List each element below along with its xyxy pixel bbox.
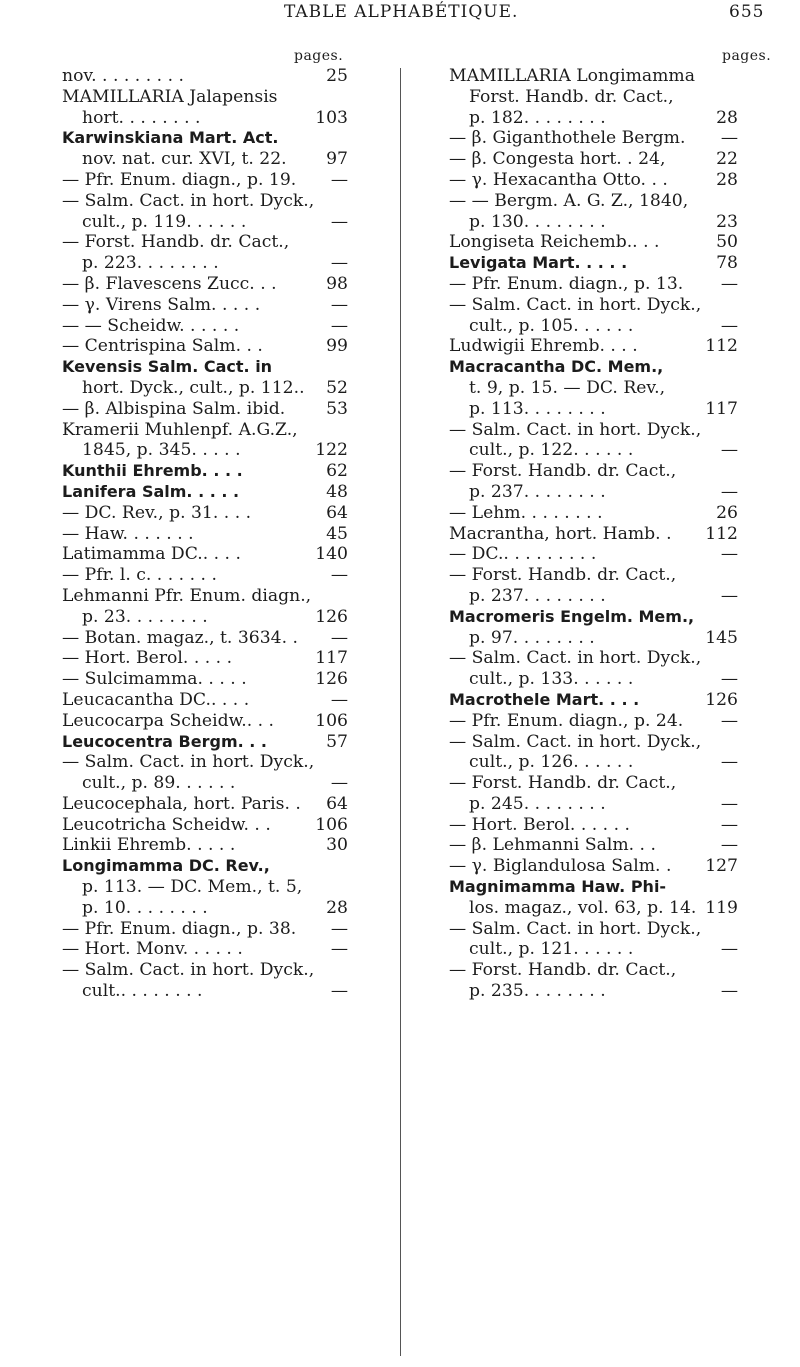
entry-page-number: — <box>720 669 738 690</box>
entry-page-number: 26 <box>716 502 738 523</box>
entry-text: Leucocarpa Scheidw.. . . <box>62 710 275 731</box>
index-entry <box>62 232 348 253</box>
entry-page-number: 28 <box>326 897 348 918</box>
entry-text: — Salm. Cact. in hort. Dyck., <box>449 419 702 440</box>
index-entry <box>449 461 738 482</box>
running-head <box>0 2 800 26</box>
entry-page-number: — <box>330 294 348 315</box>
entry-page-number: 126 <box>315 669 348 690</box>
right-column-pages-heading: pages. <box>722 48 772 64</box>
entry-page-number: 48 <box>326 481 348 502</box>
entry-text: — DC. Rev., p. 31. . . . <box>62 502 252 523</box>
entry-text: — Sulcimamma. . . . . <box>62 669 247 690</box>
index-entry <box>62 960 348 981</box>
index-entry <box>62 357 348 378</box>
entry-page-number: — <box>330 627 348 648</box>
entry-text: Forst. Handb. dr. Cact., <box>469 86 674 107</box>
entry-text: Leucocentra Bergm. . . <box>62 731 267 751</box>
entry-text: Karwinskiana Mart. Act. <box>62 128 279 148</box>
entry-page-number: 57 <box>326 731 348 752</box>
index-entry <box>449 87 738 108</box>
index-entry <box>62 856 348 877</box>
index-entry <box>449 981 738 1002</box>
index-entry <box>449 316 738 337</box>
index-entry <box>449 399 738 420</box>
index-entry <box>449 919 738 940</box>
index-entry <box>62 440 348 461</box>
entry-text: Kunthii Ehremb. . . . <box>62 461 243 481</box>
entry-text: Linkii Ehremb. . . . . <box>62 835 236 856</box>
index-entry <box>62 378 348 399</box>
entry-text: Leucotricha Scheidw. . . <box>62 814 271 835</box>
entry-page-number: — <box>720 440 738 461</box>
entry-text: cult., p. 119. . . . . . <box>82 211 247 232</box>
index-entry <box>62 586 348 607</box>
entry-text: Ludwigii Ehremb. . . . <box>449 336 638 357</box>
entry-text: hort. . . . . . . . <box>82 107 201 128</box>
entry-text: — γ. Virens Salm. . . . . <box>62 294 261 315</box>
left-index-column <box>62 66 348 1002</box>
entry-text: cult., p. 105. . . . . . <box>469 315 634 336</box>
index-entry <box>449 274 738 295</box>
index-entry <box>449 960 738 981</box>
index-entry <box>449 565 738 586</box>
index-entry <box>62 981 348 1002</box>
index-entry <box>62 898 348 919</box>
index-entry <box>62 877 348 898</box>
index-entry <box>449 212 738 233</box>
index-entry <box>62 87 348 108</box>
entry-page-number: 62 <box>326 461 348 482</box>
index-entry <box>449 877 738 898</box>
index-entry <box>449 898 738 919</box>
entry-text: — Pfr. Enum. diagn., p. 19. <box>62 169 297 190</box>
index-entry <box>62 939 348 960</box>
entry-text: p. 237. . . . . . . . <box>469 585 606 606</box>
entry-text: — Forst. Handb. dr. Cact., <box>449 461 677 482</box>
entry-text: Lanifera Salm. . . . . <box>62 481 240 501</box>
index-entry <box>62 295 348 316</box>
entry-page-number: 126 <box>315 606 348 627</box>
entry-page-number: 78 <box>716 253 738 274</box>
entry-text: Macromeris Engelm. Mem., <box>449 606 695 626</box>
index-entry <box>62 399 348 420</box>
entry-text: — Hort. Berol. . . . . <box>62 648 233 669</box>
entry-text: cult.. . . . . . . . <box>82 981 203 1002</box>
entry-text: Latimamma DC.. . . . <box>62 544 241 565</box>
entry-text: — β. Congesta hort. . 24, <box>449 149 666 170</box>
index-entry <box>449 815 738 836</box>
index-entry <box>449 295 738 316</box>
index-entry <box>62 66 348 87</box>
index-entry <box>449 378 738 399</box>
entry-page-number: — <box>720 315 738 336</box>
entry-page-number: 53 <box>326 398 348 419</box>
index-entry <box>449 108 738 129</box>
entry-page-number: 23 <box>716 211 738 232</box>
entry-text: p. 130. . . . . . . . <box>469 211 606 232</box>
entry-text: Levigata Mart. . . . . <box>449 253 628 273</box>
index-entry <box>449 336 738 357</box>
column-divider <box>400 68 401 1356</box>
index-entry <box>449 752 738 773</box>
entry-page-number: — <box>330 169 348 190</box>
entry-page-number: 106 <box>315 710 348 731</box>
entry-page-number: 122 <box>315 440 348 461</box>
entry-text: — Forst. Handb. dr. Cact., <box>449 773 677 794</box>
entry-page-number: 99 <box>326 336 348 357</box>
entry-text: p. 113. . . . . . . . <box>469 398 606 419</box>
index-entry <box>62 732 348 753</box>
index-entry <box>449 357 738 378</box>
index-entry <box>449 149 738 170</box>
entry-page-number: 50 <box>716 232 738 253</box>
entry-page-number: — <box>720 128 738 149</box>
entry-page-number: — <box>330 211 348 232</box>
index-entry <box>449 232 738 253</box>
entry-text: Kevensis Salm. Cact. in <box>62 357 273 377</box>
entry-page-number: 119 <box>705 897 738 918</box>
entry-text: — Forst. Handb. dr. Cact., <box>62 232 290 253</box>
entry-page-number: 112 <box>705 523 738 544</box>
index-entry <box>62 482 348 503</box>
entry-text: p. 237. . . . . . . . <box>469 481 606 502</box>
index-entry <box>62 794 348 815</box>
index-entry <box>62 524 348 545</box>
entry-page-number: 28 <box>716 107 738 128</box>
entry-page-number: 112 <box>705 336 738 357</box>
entry-text: cult., p. 121. . . . . . <box>469 939 634 960</box>
entry-text: — Pfr. Enum. diagn., p. 13. <box>449 273 684 294</box>
entry-text: MAMILLARIA Jalapensis <box>62 86 278 107</box>
index-entry <box>62 628 348 649</box>
entry-page-number: 64 <box>326 793 348 814</box>
index-entry <box>449 170 738 191</box>
entry-page-number: 45 <box>326 523 348 544</box>
entry-page-number: — <box>720 710 738 731</box>
index-entry <box>449 482 738 503</box>
entry-text: nov. nat. cur. XVI, t. 22. <box>82 149 287 170</box>
entry-text: Longimamma DC. Rev., <box>62 856 270 876</box>
entry-text: — Pfr. l. c. . . . . . . <box>62 565 217 586</box>
entry-text: t. 9, p. 15. — DC. Rev., <box>469 377 666 398</box>
entry-page-number: 127 <box>705 856 738 877</box>
index-entry <box>62 503 348 524</box>
entry-text: p. 23. . . . . . . . <box>82 606 208 627</box>
entry-text: p. 182. . . . . . . . <box>469 107 606 128</box>
entry-text: — Salm. Cact. in hort. Dyck., <box>62 960 315 981</box>
entry-page-number: 145 <box>705 627 738 648</box>
index-entry <box>62 108 348 129</box>
index-entry <box>62 544 348 565</box>
entry-page-number: — <box>720 814 738 835</box>
entry-text: Macrothele Mart. . . . <box>449 689 640 709</box>
entry-text: cult., p. 122. . . . . . <box>469 440 634 461</box>
entry-page-number: — <box>720 793 738 814</box>
index-entry <box>62 607 348 628</box>
index-entry <box>449 420 738 441</box>
entry-text: Leucocephala, hort. Paris. . <box>62 793 301 814</box>
index-entry <box>449 253 738 274</box>
entry-text: p. 113. — DC. Mem., t. 5, <box>82 877 303 898</box>
entry-text: 1845, p. 345. . . . . <box>82 440 241 461</box>
entry-page-number: — <box>330 315 348 336</box>
entry-page-number: — <box>720 544 738 565</box>
index-entry <box>62 212 348 233</box>
index-entry <box>449 732 738 753</box>
entry-text: — Salm. Cact. in hort. Dyck., <box>62 190 315 211</box>
entry-page-number: — <box>720 481 738 502</box>
entry-text: los. magaz., vol. 63, p. 14. <box>469 897 697 918</box>
index-entry <box>62 835 348 856</box>
entry-page-number: — <box>720 752 738 773</box>
entry-text: — Centrispina Salm. . . <box>62 336 263 357</box>
index-entry <box>449 939 738 960</box>
entry-text: — Salm. Cact. in hort. Dyck., <box>449 918 702 939</box>
entry-text: Longiseta Reichemb.. . . <box>449 232 660 253</box>
index-entry <box>62 773 348 794</box>
index-entry <box>449 544 738 565</box>
entry-text: — Salm. Cact. in hort. Dyck., <box>449 648 702 669</box>
entry-page-number: — <box>720 585 738 606</box>
index-entry <box>449 503 738 524</box>
index-entry <box>62 461 348 482</box>
page-title: TABLE ALPHABÉTIQUE. <box>284 2 519 22</box>
entry-page-number: 28 <box>716 169 738 190</box>
entry-page-number: 25 <box>326 66 348 86</box>
index-entry <box>62 170 348 191</box>
index-entry <box>449 607 738 628</box>
entry-text: — Pfr. Enum. diagn., p. 38. <box>62 918 297 939</box>
index-entry <box>62 336 348 357</box>
index-entry <box>449 773 738 794</box>
index-entry <box>62 648 348 669</box>
entry-text: cult., p. 126. . . . . . <box>469 752 634 773</box>
entry-text: — β. Albispina Salm. ibid. <box>62 398 286 419</box>
index-entry <box>449 128 738 149</box>
index-entry <box>449 690 738 711</box>
entry-text: — DC.. . . . . . . . . <box>449 544 597 565</box>
entry-text: p. 223. . . . . . . . <box>82 253 219 274</box>
index-entry <box>62 752 348 773</box>
entry-page-number: 117 <box>315 648 348 669</box>
entry-text: p. 245. . . . . . . . <box>469 793 606 814</box>
index-entry <box>449 669 738 690</box>
entry-page-number: — <box>330 689 348 710</box>
index-entry <box>62 253 348 274</box>
index-entry <box>449 856 738 877</box>
left-column-pages-heading: pages. <box>294 48 344 64</box>
entry-text: — Hort. Berol. . . . . . <box>449 814 630 835</box>
index-entry <box>449 524 738 545</box>
index-entry <box>62 669 348 690</box>
entry-text: — Salm. Cact. in hort. Dyck., <box>62 752 315 773</box>
entry-text: — Hort. Monv. . . . . . <box>62 939 243 960</box>
entry-page-number: 126 <box>705 689 738 710</box>
entry-text: — γ. Hexacantha Otto. . . <box>449 169 668 190</box>
entry-text: — Salm. Cact. in hort. Dyck., <box>449 731 702 752</box>
entry-text: — γ. Biglandulosa Salm. . <box>449 856 672 877</box>
index-entry <box>62 919 348 940</box>
entry-text: — β. Giganthothele Bergm. <box>449 128 686 149</box>
entry-text: — β. Lehmanni Salm. . . <box>449 835 656 856</box>
entry-page-number: 52 <box>326 377 348 398</box>
index-entry <box>62 128 348 149</box>
entry-page-number: — <box>330 918 348 939</box>
entry-page-number: — <box>330 939 348 960</box>
entry-text: — Haw. . . . . . . <box>62 523 194 544</box>
entry-text: — — Bergm. A. G. Z., 1840, <box>449 190 689 211</box>
entry-page-number: 103 <box>315 107 348 128</box>
entry-text: — — Scheidw. . . . . . <box>62 315 240 336</box>
index-entry <box>449 794 738 815</box>
entry-page-number: 22 <box>716 149 738 170</box>
entry-page-number: — <box>330 981 348 1002</box>
entry-page-number: 30 <box>326 835 348 856</box>
index-entry <box>449 648 738 669</box>
index-entry <box>62 420 348 441</box>
index-entry <box>449 440 738 461</box>
index-entry <box>62 274 348 295</box>
entry-text: p. 235. . . . . . . . <box>469 981 606 1002</box>
index-entry <box>62 565 348 586</box>
index-entry <box>62 191 348 212</box>
entry-page-number: 117 <box>705 398 738 419</box>
page-number: 655 <box>729 2 765 22</box>
entry-page-number: — <box>720 981 738 1002</box>
entry-text: nov. . . . . . . . . <box>62 66 184 86</box>
entry-text: cult., p. 133. . . . . . <box>469 669 634 690</box>
entry-text: Leucacantha DC.. . . . <box>62 689 250 710</box>
index-entry <box>449 711 738 732</box>
entry-text: p. 10. . . . . . . . <box>82 897 208 918</box>
entry-text: — β. Flavescens Zucc. . . <box>62 273 277 294</box>
index-entry <box>449 191 738 212</box>
entry-page-number: 140 <box>315 544 348 565</box>
entry-text: — Pfr. Enum. diagn., p. 24. <box>449 710 684 731</box>
entry-page-number: — <box>330 773 348 794</box>
entry-text: Kramerii Muhlenpf. A.G.Z., <box>62 419 298 440</box>
entry-text: cult., p. 89. . . . . . <box>82 773 236 794</box>
entry-text: p. 97. . . . . . . . <box>469 627 595 648</box>
index-entry <box>449 66 738 87</box>
index-entry <box>62 149 348 170</box>
entry-page-number: — <box>330 565 348 586</box>
entry-text: Macrantha, hort. Hamb. . <box>449 523 672 544</box>
entry-text: — Botan. magaz., t. 3634. . <box>62 627 298 648</box>
entry-page-number: 97 <box>326 149 348 170</box>
entry-text: — Salm. Cact. in hort. Dyck., <box>449 294 702 315</box>
index-entry <box>62 815 348 836</box>
entry-text: Lehmanni Pfr. Enum. diagn., <box>62 585 312 606</box>
index-entry <box>449 586 738 607</box>
entry-text: hort. Dyck., cult., p. 112.. <box>82 377 305 398</box>
index-entry <box>449 628 738 649</box>
index-entry <box>62 690 348 711</box>
entry-page-number: — <box>330 253 348 274</box>
entry-page-number: — <box>720 939 738 960</box>
index-entry <box>62 711 348 732</box>
entry-page-number: — <box>720 273 738 294</box>
entry-text: Magnimamma Haw. Phi- <box>449 877 667 897</box>
entry-page-number: 64 <box>326 502 348 523</box>
entry-text: Macracantha DC. Mem., <box>449 357 664 377</box>
entry-text: — Forst. Handb. dr. Cact., <box>449 565 677 586</box>
index-entry <box>62 316 348 337</box>
entry-page-number: 106 <box>315 814 348 835</box>
entry-text: — Lehm. . . . . . . . <box>449 502 603 523</box>
entry-page-number: — <box>720 835 738 856</box>
right-index-column <box>449 66 738 1002</box>
entry-text: — Forst. Handb. dr. Cact., <box>449 960 677 981</box>
entry-text: MAMILLARIA Longimamma <box>449 66 695 86</box>
index-entry <box>449 835 738 856</box>
entry-page-number: 98 <box>326 273 348 294</box>
